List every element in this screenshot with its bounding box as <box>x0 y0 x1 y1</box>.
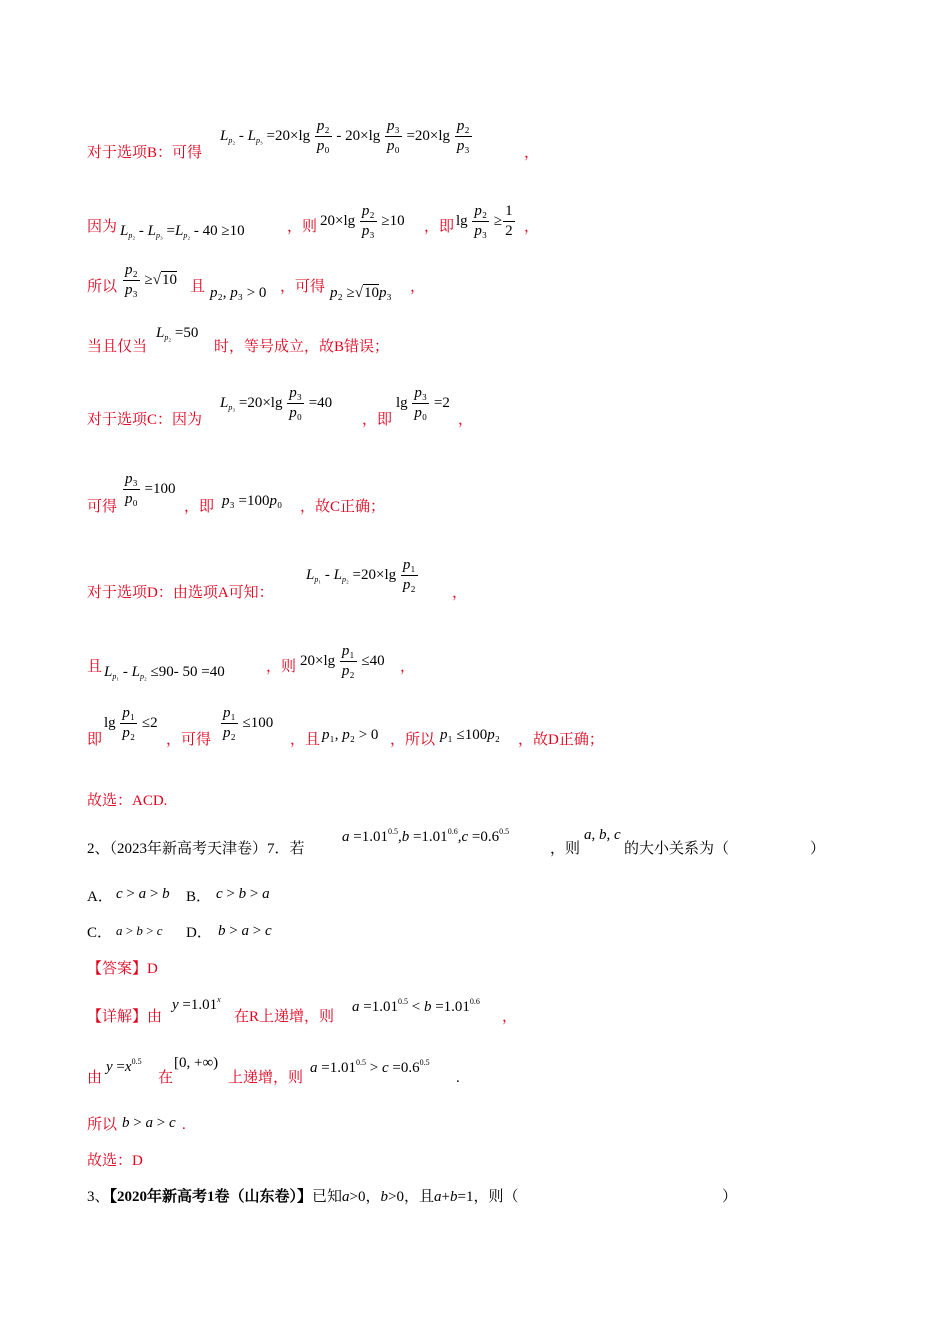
q3-source: 【2020年新高考1卷（山东卷）】 <box>109 1189 313 1205</box>
so-text: 所以 <box>87 1117 118 1133</box>
q2-compare-ac: $a =1.01^{0.5} > c =0.6^{0.5}$ <box>310 1058 430 1076</box>
by-label: 由 <box>87 1070 103 1086</box>
choose-d: 故选：D <box>87 1153 143 1169</box>
option-d-formula: b > a > c <box>218 923 272 939</box>
q2-then: ，则 <box>550 841 581 857</box>
q2-prefix: 2、（2023年新高考天津卷）7．若 <box>87 841 305 857</box>
and-label: 且 <box>190 279 206 295</box>
option-b-label: B． <box>186 889 212 905</box>
comma: ， <box>400 659 416 675</box>
ie-label: 即 <box>87 732 103 748</box>
formula-b-5: $\frac{\text{p₂}}{\text{p₃}}$ ≥√10 <box>125 262 177 298</box>
in-r-label: 在R上递增，则 <box>234 1009 335 1025</box>
option-c-formula: a > b > c <box>116 923 163 938</box>
get-label: 可得 <box>87 499 118 515</box>
formula-d-4: lg $\frac{\text{p₁}}{\text{p₂}}$ ≤2 <box>104 705 158 741</box>
formula-d-2: $L_{p_1} - L_{p_2} \le 90-$ 50 =40 <box>104 664 225 681</box>
then-label: ，则 <box>287 219 318 235</box>
and-label: ，且 <box>290 732 321 748</box>
option-d-intro: 对于选项D：由选项A可知： <box>87 585 274 601</box>
q3-cond-a: a <box>342 1189 350 1205</box>
comma: ， <box>502 1009 518 1025</box>
formula-b-6: p₂, p₃ > 0 <box>210 285 267 301</box>
q2-interval: [0, +∞) <box>174 1055 219 1071</box>
comma: ， <box>410 279 426 295</box>
option-a-formula: c > a > b <box>116 886 170 902</box>
q3-text4: ，则（ <box>473 1189 519 1205</box>
q2-vars: a, b, c <box>584 827 621 843</box>
option-c-intro: 对于选项C：因为 <box>87 412 203 428</box>
formula-c-2: lg $\frac{\text{p₃}}{\text{p₀}}$ =2 <box>396 385 450 421</box>
ie-label: ，即 <box>184 499 215 515</box>
formula-b-1: $L_{p_2} - L_{p_3} =20\times\lg$ $\frac{\text{p₂}}{\text{p₀}}$ - 20×lg $\frac{\text{p₃}}{\text{p₀}}$ =20×lg $\frac{\text{p₂}}{\text{p₃}}$ <box>220 118 470 154</box>
formula-b-3: 20×lg $\frac{\text{p₂}}{\text{p₃}}$ ≥10 <box>320 203 405 239</box>
q2-compare-ab: $a =1.01^{0.5} < b =1.01^{0.6}$ <box>352 997 480 1015</box>
q3-text1: 已知 <box>312 1189 343 1205</box>
when-only-label: 当且仅当 <box>87 339 148 355</box>
q3-cond-b: b <box>380 1189 389 1205</box>
formula-b-8: $L_{p_2} =50$ <box>156 325 199 342</box>
period: . <box>456 1070 460 1086</box>
formula-c-3: $\frac{\text{p₃}}{\text{p₀}}$ =100 <box>125 471 176 507</box>
comma: ， <box>452 585 468 601</box>
q3-text3: ，且 <box>404 1189 435 1205</box>
formula-d-3: 20×lg $\frac{\text{p₁}}{\text{p₂}}$ ≤40 <box>300 643 385 679</box>
answer-label: 【答案】D <box>87 961 158 977</box>
q3-prefix: 3、 <box>87 1189 110 1205</box>
formula-b-4: lg $\frac{\text{p₂}}{\text{p₃}}$ ≥ $\frac{1}{2}$ <box>456 203 513 239</box>
so-label: ，所以 <box>390 732 436 748</box>
and-label: 且 <box>87 659 103 675</box>
d-tail: ，故D正确； <box>518 732 604 748</box>
formula-d-6: p₁, p₂ > 0 <box>322 727 379 743</box>
option-d-label: D． <box>186 925 212 941</box>
detail-tag: 【详解】 <box>87 1009 148 1025</box>
ie-label: ，即 <box>424 219 455 235</box>
then-label: ，则 <box>266 659 297 675</box>
when-tail: 时，等号成立，故B错误； <box>214 339 390 355</box>
q2-close: ） <box>810 841 826 857</box>
formula-c-4: p₃ =100p₀ <box>222 493 283 509</box>
option-b-formula: c > b > a <box>216 886 270 902</box>
get-label: ，可得 <box>166 732 212 748</box>
so-label: 所以 <box>87 279 118 295</box>
get-label: ，可得 <box>280 279 326 295</box>
q2-formula-abc: $a =1.01^{0.5},b =1.01^{0.6},c =0.6^{0.5}$ <box>342 827 510 845</box>
because-label: 因为 <box>87 219 118 235</box>
by-label: 由 <box>147 1009 163 1025</box>
comma: ， <box>458 412 474 428</box>
formula-d-7: p₁ ≤100p₂ <box>440 727 500 743</box>
so-label <box>87 1118 117 1133</box>
q3-close: ） <box>722 1189 738 1205</box>
ie-label: ，即 <box>362 412 393 428</box>
formula-d-1: $L_{p_1} - L_{p_2} =20\times\lg$ $\frac{\text{p₁}}{\text{p₂}}$ <box>306 557 416 593</box>
c-tail: ，故C正确； <box>300 499 386 515</box>
comma: ， <box>524 219 540 235</box>
formula-c-1: $L_{p_3} =20\times\lg$ $\frac{\text{p₃}}{\text{p₀}}$ =40 <box>220 385 333 421</box>
q2-func-exp: $y =1.01^x$ <box>172 995 221 1013</box>
on-label: 在 <box>158 1070 174 1086</box>
q3-line: 3、【2020年新高考1卷（山东卷）】已知a>0，b>0，且a+b=1，则（ <box>87 1189 519 1205</box>
detail-label <box>87 1010 162 1025</box>
formula-b-2: $L_{p_2} - L_{p_3} =L_{p_2} - 40 \ge 10$ <box>120 223 245 240</box>
q2-tail: 的大小关系为（ <box>624 841 730 857</box>
comma: ， <box>524 145 540 161</box>
choose-acd: 故选：ACD. <box>87 793 168 809</box>
option-c-label: C． <box>87 925 113 941</box>
q2-conclusion: b > a > c <box>122 1115 176 1131</box>
option-b-intro: 对于选项B：可得 <box>87 145 203 161</box>
option-a-label: A． <box>87 889 113 905</box>
formula-d-5: $\frac{\text{p₁}}{\text{p₂}}$ ≤100 <box>223 705 274 741</box>
period: . <box>182 1117 186 1133</box>
q3-text2: ， <box>365 1189 381 1205</box>
formula-b-7: p₂ ≥√10p₃ <box>330 285 392 301</box>
q2-func-pow: $y =x^{0.5}$ <box>106 1057 142 1075</box>
inc-label: 上递增，则 <box>228 1070 304 1086</box>
